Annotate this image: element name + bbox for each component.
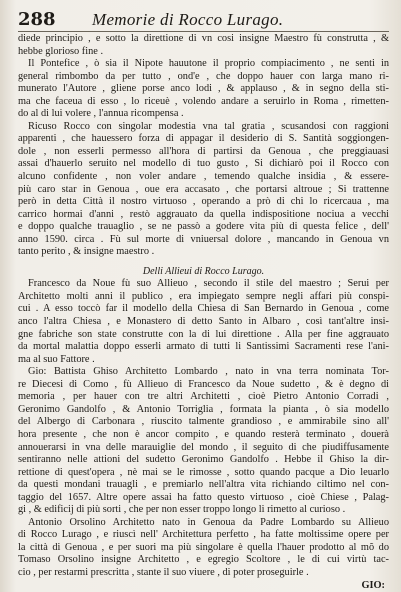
text-line: general rimbombo da per tutto , ond'e , che doppo hauer con larga mano ri- xyxy=(18,70,389,82)
text-line: ma che faceua di esso , lo riceuè , volendo andare a seruirlo in Roma , rimetten- xyxy=(18,95,389,107)
text-line: Architetto molti anni il publico , era impiegato sempre negli affari più conspi- xyxy=(18,290,389,302)
running-title: Memorie di Rocco Lurago. xyxy=(92,10,284,29)
text-line: memoria , per hauer con tre altri Architetti , cioè Pietro Antonio Corradi , xyxy=(18,391,389,403)
page-number: 288 xyxy=(18,9,56,30)
text-line: assai d'hauerlo seruito nel modello di tuo gusto , Si dichiarò poi il Rocco con xyxy=(18,158,389,170)
text-line: Francesco da Noue fù suo Allieuo , secondo il stile del maestro ; Serui per xyxy=(28,278,389,290)
catchword: GIO: xyxy=(361,579,385,591)
text-line: cio , per restarmi prescritta , stante il suo viuere , di poter proseguirle . xyxy=(18,566,309,578)
text-line: da mortal malattia doppo esserli armato di tutti li Santissimi Sacramenti rese l'ani- xyxy=(18,341,389,353)
text-line: anco l'altra Chiesa , e Monastero di detto Santo in Albaro , così tant'altre insi- xyxy=(18,316,389,328)
text-line: più caro star in Genoua , oue era accasato , che portarsi altroue ; Si trattenne xyxy=(18,183,389,195)
text-line: rettione di quest'opera , nè mai se le rimosse , sotto quando pacque a Dio leuarlo xyxy=(18,466,389,478)
text-line: gne fabriche son state construtte con la di lui direttione . Alla per fine aggrauato xyxy=(18,328,389,340)
text-line: alcuno confidente , non voler andare , temendo qualche insidia , & essere- xyxy=(18,171,389,183)
text-line: munerato l'Autore , gliene porse anco lodi , & applauso , & in segno della sti- xyxy=(18,83,389,95)
text-line: Il Pontefice , ò sia il Nipote hauutone il proprio compiacimento , ne senti in xyxy=(28,58,389,70)
paragraph xyxy=(18,121,389,259)
section-heading: Delli Allieui di Rocco Lurago. xyxy=(142,265,265,277)
text-line: annouerarsi in vna delle marauiglie del mondo , il seguito di che piudiffusamente xyxy=(18,441,389,453)
text-line: re Diecesi di Como , fù Allieuo di Francesco da Noue sudetto , & è degno di xyxy=(18,378,389,390)
paragraph xyxy=(18,366,389,517)
paragraph xyxy=(18,33,389,58)
paragraph xyxy=(18,517,389,580)
text-line: Ricuso Rocco con singolar modestia vna tal gratia , scusandosi con raggioni xyxy=(28,120,389,132)
text-line: però in detta Città il nostro virtuoso , operando a prò di chi lo ricercaua , ma xyxy=(18,196,389,208)
text-line: e doppo qualche trauaglio , se ne passò a godere vita più di questa felice , dell' xyxy=(18,221,389,233)
text-line: sentiranno nelle attioni del sudetto Geronimo Gandolfo . Hebbe il Ghiso la dir- xyxy=(18,454,389,466)
text-line: da questi mondani trauagli , e premiarlo nell'altra vita richiando ciltimo nel con- xyxy=(18,479,389,491)
text-line: hora presente , che non è ancor compito , e quando resterà terminato , douerà xyxy=(18,428,389,440)
text-line: anno 1590. circa . Fù sul morte di vniuersal dolore , mancando in Genoua vn xyxy=(18,233,389,245)
paragraph xyxy=(18,58,389,121)
text-line: taggio del 1657. Altre opere assai ha fatto questo virtuoso , cioè Chiese , Palag- xyxy=(18,491,389,503)
text-line: tanto perito , & insigne maestro . xyxy=(18,246,155,258)
text-line: Tomaso Orsolino insigne Architetto , e egregio Scoltore , le di cui virtù tac- xyxy=(18,554,389,566)
page-header xyxy=(18,9,389,32)
text-line: apparenti , che hauessero forza di appagar il desiderio di S. Santità soggiongen- xyxy=(18,133,389,145)
text-line: Geronimo Gandolfo , & Antonio Torriglia , formata la pianta , ò sia modello xyxy=(18,403,389,415)
text-line: la città di Genoua , e per suori ma più singolare è quella l'hauer prodotto al mõ do xyxy=(18,541,389,553)
paragraph xyxy=(18,278,389,366)
text-line: gi , & edificij di più sorti , che per non esser troppo longo li rimetto al curioso . xyxy=(18,504,346,516)
text-line: cui . A esso toccò far il modello della Chiesa di San Bernardo in Genoua , come xyxy=(18,303,389,315)
text-line: ma al suo Fattore . xyxy=(18,353,95,365)
body-text xyxy=(18,33,389,592)
text-line: Antonio Orsolino Architetto nato in Genoua da Padre Lombardo su Allieuo xyxy=(28,516,389,528)
text-line: carrico hormai d'anni , restò aggrauato da quella indispositione nociua a vecchi xyxy=(18,208,389,220)
text-line: do al di lui volere , l'annua ricompensa . xyxy=(18,108,184,120)
text-line: di Rocco Lurago , e riuscì nell' Architettura perfetto , ha fatte moltissime opere per xyxy=(18,529,389,541)
text-line: dole , non esserli permesso all'hora di partirsi da Genoua , che preggiauasi xyxy=(18,145,389,157)
text-line: diede principio , e sotto la direttione di vn cosi insigne Maestro fù construtta , & xyxy=(18,33,389,44)
text-line: del Albergo di Carbonara , riuscito talmente grandioso , e ammirabile sino all' xyxy=(18,416,389,428)
text-line: hebbe glorioso fine . xyxy=(18,45,104,57)
text-line: Gio: Battista Ghiso Architetto Lombardo , nato in vna terra nominata Tor- xyxy=(28,366,389,378)
